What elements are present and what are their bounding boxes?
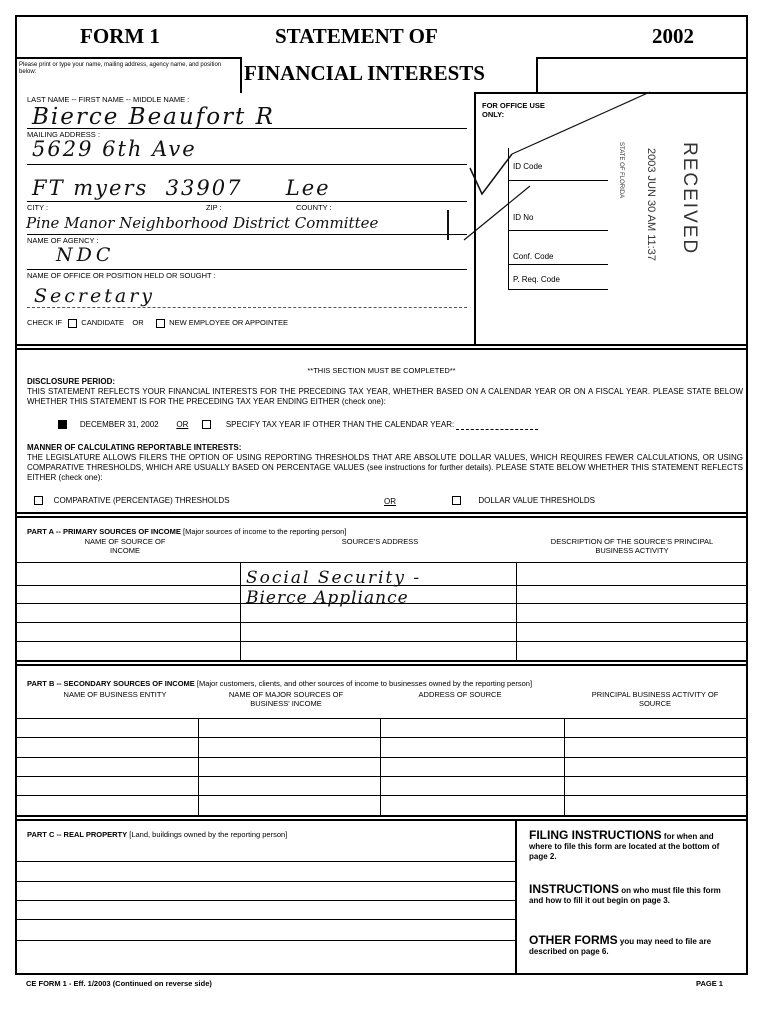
print-note: Please print or type your name, mailing address, agency name, and position below: [19, 62, 222, 75]
county-label: COUNTY : [296, 203, 332, 212]
form-number: FORM 1 [80, 24, 160, 48]
id-code-label: ID Code [513, 162, 543, 171]
part-a-col3: DESCRIPTION OF THE SOURCE'S PRINCIPAL BUSINESS ACTIVITY [550, 537, 714, 555]
december-label: DECEMBER 31, 2002 [79, 420, 159, 429]
other-forms [529, 935, 737, 957]
office-use-label: FOR OFFICE USE ONLY: [482, 101, 545, 119]
part-a-col2: SOURCE'S ADDRESS [341, 537, 419, 546]
filing-instructions [529, 830, 737, 862]
address-line2[interactable]: FT myers 33907 Lee [32, 176, 331, 200]
agency-abbrev[interactable]: NDC [56, 244, 115, 266]
office-value[interactable]: Secretary [34, 285, 156, 307]
agency-value[interactable]: Pine Manor Neighborhood District Committee [26, 214, 379, 232]
period-text: THIS STATEMENT REFLECTS YOUR FINANCIAL INTERESTS FOR THE PRECEDING TAX YEAR, WHETHER BASED ON A CALENDAR YEAR OR ON A FISCAL YEAR. PLEASE STATE BELOW WHETHER THIS STATEMENT IS FOR THE PRECEDING TAX YEAR ENDING EITHER (check one): [27, 387, 743, 406]
dollar-option [452, 496, 595, 506]
part-b-col1: NAME OF BUSINESS ENTITY [63, 690, 167, 699]
part-a-entry2[interactable]: Bierce Appliance [246, 588, 409, 608]
instructions-heading: INSTRUCTIONS [529, 882, 619, 896]
footer-right: PAGE 1 [696, 979, 723, 988]
form-title-line1: STATEMENT OF [275, 24, 438, 48]
other-forms-text: you may need to file are described on page 6. [529, 937, 712, 956]
form-title-line2: FINANCIAL INTERESTS [244, 61, 485, 85]
dollar-label: DOLLAR VALUE THRESHOLDS [478, 496, 595, 505]
period-options [58, 420, 748, 430]
part-a-col1: NAME OF SOURCE OF INCOME [84, 537, 166, 555]
id-no-label: ID No [513, 213, 534, 222]
part-b-col3: ADDRESS OF SOURCE [418, 690, 502, 699]
comparative-label: COMPARATIVE (PERCENTAGE) THRESHOLDS [53, 496, 230, 505]
must-complete-note: **THIS SECTION MUST BE COMPLETED** [307, 366, 456, 375]
part-b-subtitle: [Major customers, clients, and other sources of income to businesses owned by the reporting person] [196, 679, 533, 688]
period-heading: DISCLOSURE PERIOD: [27, 377, 116, 386]
manner-heading: MANNER OF CALCULATING REPORTABLE INTERESTS: [27, 443, 242, 452]
address-line1[interactable]: 5629 6th Ave [32, 137, 197, 161]
dollar-checkbox[interactable] [452, 496, 461, 505]
zip-label: ZIP : [206, 203, 222, 212]
name-value[interactable]: Bierce Beaufort R [32, 104, 275, 130]
stamp-date: 2003 JUN 30 AM 11:37 [645, 148, 657, 261]
check-if-row [27, 318, 288, 328]
instructions-text: on who must file this form and how to fill it out begin on page 3. [529, 886, 721, 905]
new-employee-label: NEW EMPLOYEE OR APPOINTEE [169, 318, 288, 327]
part-a-entry1[interactable]: Social Security - [246, 568, 422, 588]
received-stamp: RECEIVED [679, 142, 700, 256]
december-checkbox[interactable] [58, 420, 67, 429]
office-label: NAME OF OFFICE OR POSITION HELD OR SOUGHT : [27, 271, 216, 280]
specify-label: SPECIFY TAX YEAR IF OTHER THAN THE CALENDAR YEAR: [225, 420, 455, 429]
threshold-options [34, 496, 230, 506]
other-forms-heading: OTHER FORMS [529, 933, 618, 947]
agency-label: NAME OF AGENCY : [27, 236, 99, 245]
part-a-title-row [27, 527, 346, 536]
filing-heading: FILING INSTRUCTIONS [529, 828, 662, 842]
who-must-file [529, 884, 737, 906]
city-label: CITY : [27, 203, 49, 212]
stamp-agency: STATE OF FLORIDA [618, 142, 624, 199]
period-or-label: OR [176, 420, 189, 429]
part-c-title-row [27, 830, 287, 839]
form-year: 2002 [652, 24, 694, 48]
tax-year-input[interactable] [456, 429, 538, 430]
part-a-title: PART A -- PRIMARY SOURCES OF INCOME [27, 527, 181, 536]
filing-text: for when and where to file this form are located at the bottom of page 2. [529, 832, 720, 861]
threshold-or-label: OR [384, 497, 396, 506]
check-if-label: CHECK IF [27, 318, 63, 327]
candidate-label: CANDIDATE [81, 318, 125, 327]
conf-code-label: Conf. Code [513, 252, 554, 261]
part-b-title-row [27, 679, 532, 688]
manner-text: THE LEGISLATURE ALLOWS FILERS THE OPTION OF USING REPORTING THRESHOLDS THAT ARE ABSOLUTE DOLLAR VALUES, WHICH REQUIRES FEWER CALCULATIONS, OR USING COMPARATIVE THRESHOLDS, WHICH ARE USUALLY BASED ON PERCENTAGE VALUES (see instructions for further details). PLEASE STATE BELOW WHETHER THIS STATEMENT REFLECTS EITHER (check one): [27, 453, 743, 482]
comparative-checkbox[interactable] [34, 496, 43, 505]
or-label: OR [132, 318, 144, 327]
part-c-subtitle: [Land, buildings owned by the reporting person] [129, 830, 288, 839]
specify-checkbox[interactable] [202, 420, 211, 429]
new-employee-checkbox[interactable] [156, 319, 165, 328]
candidate-checkbox[interactable] [68, 319, 77, 328]
part-b-col4: PRINCIPAL BUSINESS ACTIVITY OF SOURCE [591, 690, 719, 708]
part-a-subtitle: [Major sources of income to the reporting person] [183, 527, 347, 536]
part-b-title: PART B -- SECONDARY SOURCES OF INCOME [27, 679, 195, 688]
footer-left: CE FORM 1 - Eff. 1/2003 (Continued on reverse side) [26, 979, 212, 988]
mailing-label: MAILING ADDRESS : [27, 130, 100, 139]
part-c-title: PART C -- REAL PROPERTY [27, 830, 128, 839]
part-b-col2: NAME OF MAJOR SOURCES OF BUSINESS' INCOME [228, 690, 344, 708]
p-req-code-label: P. Req. Code [513, 275, 560, 284]
name-label: LAST NAME -- FIRST NAME -- MIDDLE NAME : [27, 95, 190, 104]
